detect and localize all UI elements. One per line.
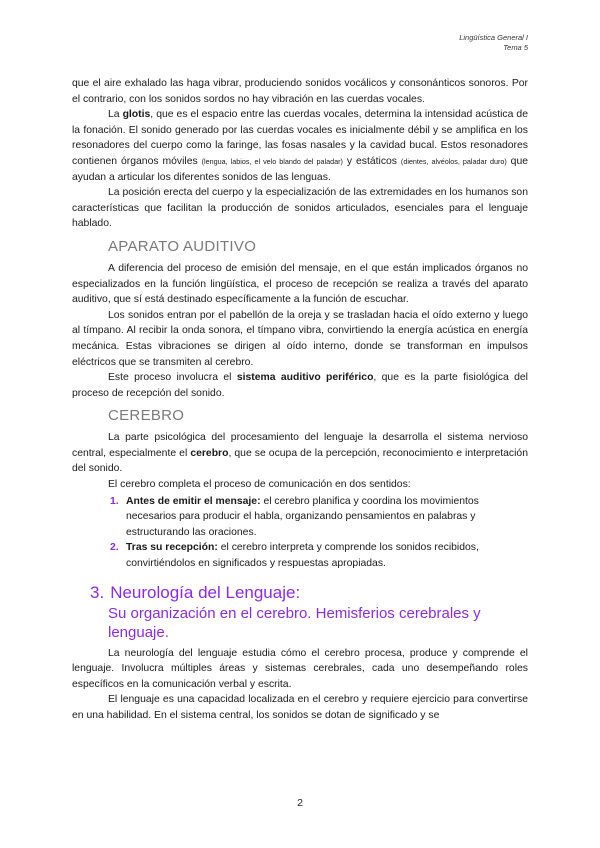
paragraph-posture: La posición erecta del cuerpo y la especialización de las extremidades en los humanos son características que facilitan la producción de sonidos articulados, esenciales para el lenguaje hablado. xyxy=(72,187,528,230)
term-glotis: glotis xyxy=(122,109,151,121)
page-body xyxy=(72,76,528,724)
movable-organs-note: (lengua, labios, el velo blando del paladar) xyxy=(201,156,343,166)
paragraph-two-directions: El cerebro completa el proceso de comunicación en dos sentidos: xyxy=(108,479,411,491)
list-item: 1. Antes de emitir el mensaje: el cerebro planifica y coordina los movimientos necesarios para producir el habla, organizando pensamientos en palabras y estructurando las oraciones. xyxy=(110,495,479,538)
paragraph-reception: A diferencia del proceso de emisión del mensaje, en el que están implicados órganos no especializados en la función lingüística, el proceso de recepción se realiza a través del aparato auditivo, que sí está destinado específicamente a la función de escuchar. xyxy=(72,262,528,306)
numbered-list xyxy=(72,494,528,572)
heading-cerebro: CEREBRO xyxy=(108,407,185,425)
list-item: 2. Tras su recepción: el cerebro interpreta y comprende los sonidos recibidos, convirtiéndolos en significados y respuestas apropiadas. xyxy=(110,542,479,570)
paragraph-language-capacity: El lenguaje es una capacidad localizada en el cerebro y requiere ejercicio para convertirse en una habilidad. En el sistema central, los sonidos se dotan de significado y se xyxy=(72,694,528,721)
section-heading-neurologia xyxy=(90,582,528,604)
paragraph-neurology: La neurología del lenguaje estudia cómo el cerebro procesa, produce y comprende el lenguaje. Involucra múltiples áreas y sistemas cerebrales, cada uno desempeñando roles específicos en la comunicación verbal y escrita. xyxy=(72,647,528,690)
list-item-label: Tras su recepción: xyxy=(126,542,218,554)
list-number: 2. xyxy=(110,542,119,554)
static-organs-note: (dientes, alvéolos, paladar duro) xyxy=(400,156,507,166)
page-number: 2 xyxy=(297,797,303,809)
paragraph-glotis: La glotis, que es el espacio entre las cuerdas vocales, determina la intensidad acústica de la fonación. El sonido generado por las cuerdas vocales es inicialmente débil y se amplifica en los resonadores del cuerpo como la faringe, las fosas nasales y la cavidad bucal. Estos resonadores contienen órganos móviles (lengua, labios, el velo blando del paladar) y estáticos (dientes, alvéolos, paladar duro) que ayudan a articular los diferentes sonidos de las lenguas. xyxy=(72,109,528,183)
paragraph-ear-path: Los sonidos entran por el pabellón de la oreja y se trasladan hacia el oído externo y luego al tímpano. Al recibir la onda sonora, el tímpano vibra, convirtiendo la energía acústica en energía mecánica. Estas vibraciones se dirigen al oído interno, donde se transforman en impulsos eléctricos que se transmiten al cerebro. xyxy=(72,309,528,368)
paragraph-peripheral-system: Este proceso involucra el sistema auditivo periférico, que es la parte fisiológica del proceso de recepción del sonido. xyxy=(72,372,528,399)
section-number: 3. xyxy=(90,582,105,602)
running-header xyxy=(459,33,528,53)
section-title: Neurología del Lenguaje: xyxy=(110,582,301,602)
list-item-label: Antes de emitir el mensaje: xyxy=(126,495,261,507)
paragraph-brain-role: La parte psicológica del procesamiento del lenguaje la desarrolla el sistema nervioso central, especialmente el cerebro, que se ocupa de la percepción, reconocimiento e interpretación del sonido. xyxy=(72,432,528,475)
section-subtitle: Su organización en el cerebro. Hemisferios cerebrales y lenguaje. xyxy=(108,604,481,641)
header-course: Lingüística General I xyxy=(459,33,528,42)
paragraph-continuation: que el aire exhalado las haga vibrar, produciendo sonidos vocálicos y consonánticos sonoros. Por el contrario, con los sonidos sordos no hay vibración en las cuerdas vocales. xyxy=(72,78,528,105)
term-sistema-auditivo: sistema auditivo periférico xyxy=(236,372,374,384)
list-number: 1. xyxy=(110,495,119,507)
heading-aparato-auditivo: APARATO AUDITIVO xyxy=(108,237,257,255)
term-cerebro: cerebro xyxy=(190,447,229,459)
header-topic: Tema 5 xyxy=(503,43,528,52)
